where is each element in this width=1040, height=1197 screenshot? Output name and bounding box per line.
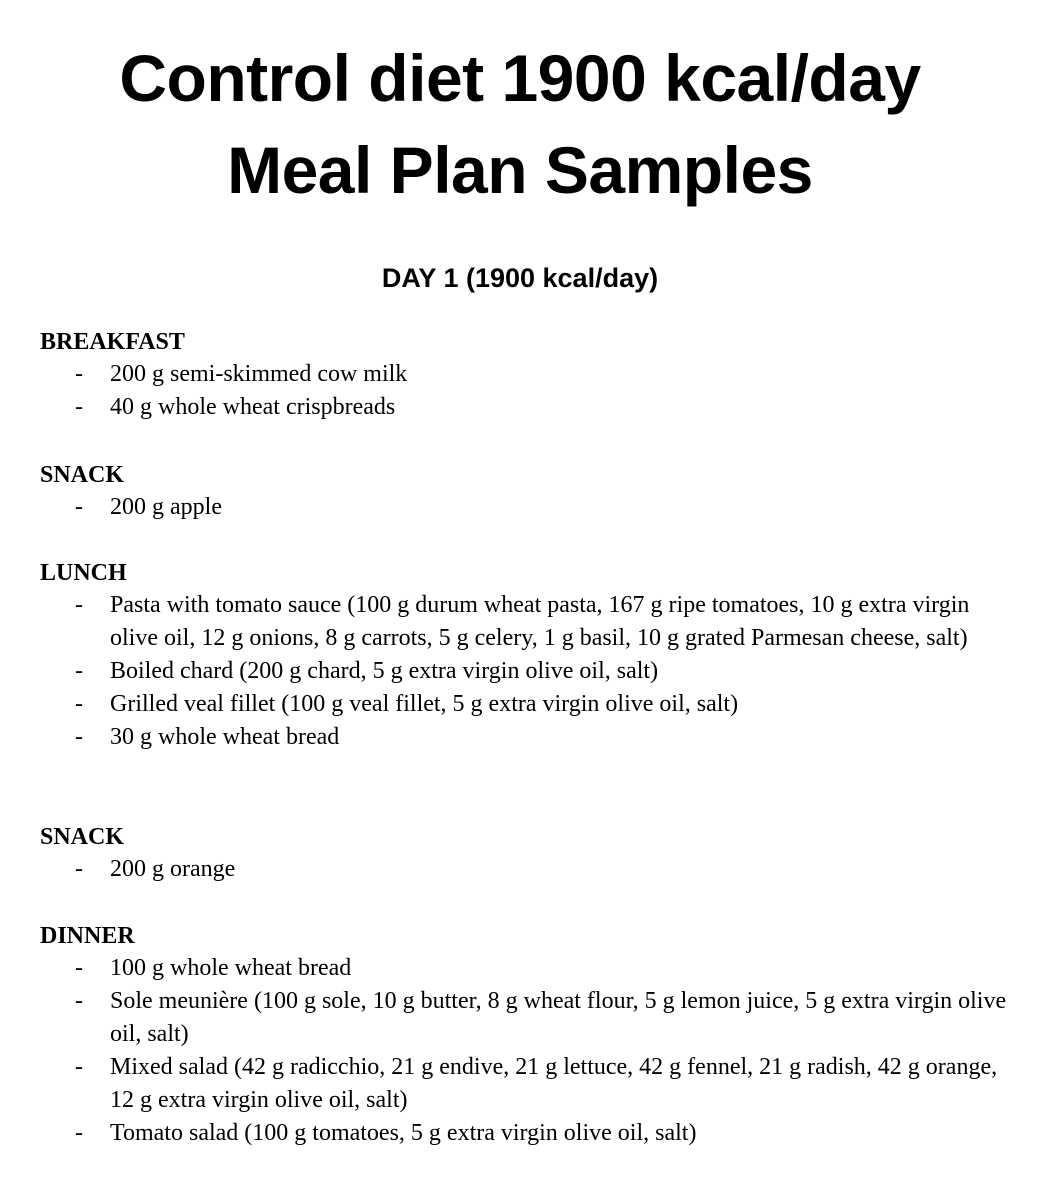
bullet-dash: - xyxy=(75,592,83,618)
meal-item xyxy=(40,655,1015,688)
page-title-line-1: Control diet 1900 kcal/day xyxy=(119,41,921,115)
meal-item-text: Pasta with tomato sauce (100 g durum wheat pasta, 167 g ripe tomatoes, 10 g extra virgin olive oil, 12 g onions, 8 g carrots, 5 g celery, 1 g basil, 10 g grated Parmesan cheese, salt) xyxy=(110,592,970,651)
bullet-dash: - xyxy=(75,724,83,750)
meal-section-breakfast xyxy=(40,326,1015,424)
meal-item xyxy=(40,688,1015,721)
meal-item xyxy=(40,952,1015,985)
meal-items-dinner xyxy=(40,952,1015,1150)
page-title-line-2: Meal Plan Samples xyxy=(227,133,813,207)
day-heading: DAY 1 (1900 kcal/day) xyxy=(381,263,659,293)
meal-item-text: 100 g whole wheat bread xyxy=(110,955,352,981)
meal-item xyxy=(40,721,1015,754)
meal-item xyxy=(40,853,1015,886)
meal-item xyxy=(40,985,1015,1051)
meal-item xyxy=(40,491,1015,524)
meal-item-text: Tomato salad (100 g tomatoes, 5 g extra virgin olive oil, salt) xyxy=(110,1120,697,1146)
bullet-dash: - xyxy=(75,494,83,520)
bullet-dash: - xyxy=(75,658,83,684)
meal-section-snack-1 xyxy=(40,459,1015,524)
meal-item xyxy=(40,358,1015,391)
bullet-dash: - xyxy=(75,988,83,1014)
meal-section-lunch xyxy=(40,557,1015,754)
bullet-dash: - xyxy=(75,691,83,717)
bullet-dash: - xyxy=(75,955,83,981)
meal-title-lunch: LUNCH xyxy=(40,560,127,586)
meal-item-text: Boiled chard (200 g chard, 5 g extra virgin olive oil, salt) xyxy=(110,658,659,684)
meal-item-text: 40 g whole wheat crispbreads xyxy=(110,394,396,420)
meal-item xyxy=(40,391,1015,424)
meal-item-text: 200 g semi-skimmed cow milk xyxy=(110,361,408,387)
meal-items-snack-2 xyxy=(40,853,1015,886)
meal-section-dinner xyxy=(40,920,1015,1150)
meal-item-text: Mixed salad (42 g radicchio, 21 g endive, 21 g lettuce, 42 g fennel, 21 g radish, 42 g orange, 12 g extra virgin olive oil, salt) xyxy=(110,1054,998,1113)
meal-items-breakfast xyxy=(40,358,1015,424)
meal-item-text: 30 g whole wheat bread xyxy=(110,724,340,750)
meal-title-snack-1: SNACK xyxy=(40,462,125,488)
meal-items-lunch xyxy=(40,589,1015,754)
bullet-dash: - xyxy=(75,1120,83,1146)
meal-title-breakfast: BREAKFAST xyxy=(40,329,185,355)
bullet-dash: - xyxy=(75,361,83,387)
meal-items-snack-1 xyxy=(40,491,1015,524)
meal-title-dinner: DINNER xyxy=(40,923,135,949)
bullet-dash: - xyxy=(75,1054,83,1080)
meal-item-text: 200 g orange xyxy=(110,856,236,882)
meal-item xyxy=(40,589,1015,655)
bullet-dash: - xyxy=(75,394,83,420)
meal-title-snack-2: SNACK xyxy=(40,824,125,850)
meal-item xyxy=(40,1117,1015,1150)
meal-section-snack-2 xyxy=(40,821,1015,886)
meal-item-text: Sole meunière (100 g sole, 10 g butter, 8 g wheat flour, 5 g lemon juice, 5 g extra virgin olive oil, salt) xyxy=(110,988,1007,1047)
bullet-dash: - xyxy=(75,856,83,882)
meal-item-text: Grilled veal fillet (100 g veal fillet, 5 g extra virgin olive oil, salt) xyxy=(110,691,739,717)
meal-item-text: 200 g apple xyxy=(110,494,222,520)
meal-item xyxy=(40,1051,1015,1117)
